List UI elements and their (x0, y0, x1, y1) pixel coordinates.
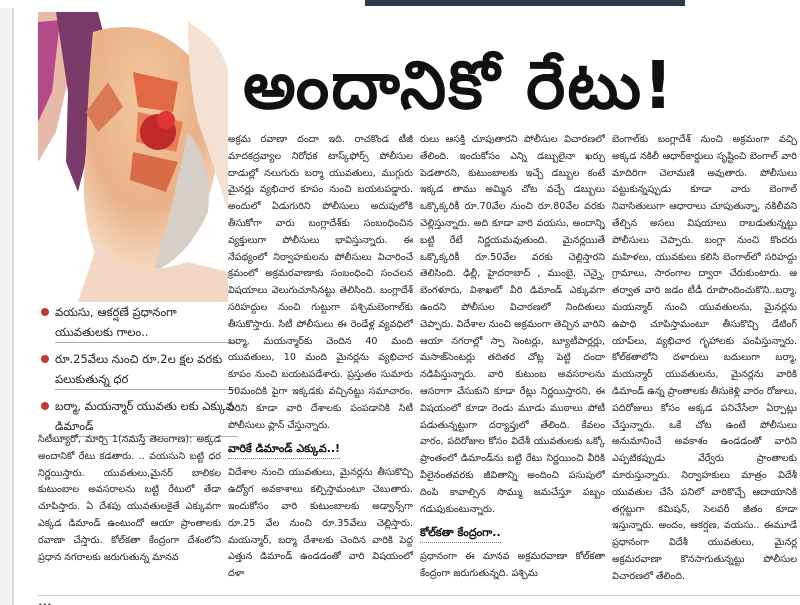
left-margin (0, 8, 14, 605)
body-text: ప్రధానంగా ఈ మానవ అక్రమరవాణా కోల్‌కతా కేంద్రంగా జరుగుతున్నది. పశ్చిమ (420, 551, 605, 580)
highlight-text: బర్మా, మయన్మార్ యువతు లకు ఎక్కువ డిమాండ్ (55, 396, 238, 437)
headline: అందానికో రేటు! (243, 47, 676, 124)
highlight-item (38, 396, 238, 437)
section-subhead: వారికే డిమాండ్ ఎక్కువ..! (228, 440, 340, 459)
body-text: సిటీబ్యూరో, మార్చి 1(నమస్తే తెలంగాణ): అక్కడ అందానికో రేటు కడతారు. .. వయసుని బట్టి ధర నిర్ణయిస్తారు. యువతులు,మైనర్ బాలికల కుటుంబాల అవసరాలను బట్టి రేటులో తేడా చూపిస్తారు. ఏ దేశపు యువతులకైతే ఎక్కువగా ఎక్కడ డిమాండ్ ఉంటుందో ఆయా ప్రాంతాలకు రవాణా చేస్తారు. కోల్‌కతా కేంద్రంగా దేశంలోని ప్రధాన నగరాలకు జరుగుతున్న మానవ (38, 434, 221, 563)
highlight-text: రూ.25వేలు నుంచి రూ.2ల క్షల వరకు పలుకుతున్న ధర (55, 349, 238, 390)
header-bar (365, 0, 685, 6)
top-strip (0, 0, 800, 8)
woman-silhouette-illustration (38, 12, 228, 302)
bullet-dot-icon (41, 308, 49, 316)
bullet-dot-icon (41, 355, 49, 363)
column-4 (612, 132, 797, 592)
body-text: విదేశాల నుంచి యువతులు, మైనర్లను తీసుకొచ్చి ఉద్యోగ అవకాశాలు కల్పిస్తామంటూ చెబుతారు. ఇందుకోసం వారి కుటుంబాలకు అడ్వాన్స్‌గా రూ.25 వేల నుంచి రూ.35వేలు చెల్లిస్తారు. మయన్మార్, బర్మా దేశాలకు చెందిన వారికి పెద్ద ఎత్తున డిమాండ్ ఉండడంతో వారి విషయంలో దళా (228, 467, 413, 580)
body-text: బెంగాల్‌కు బంగ్లాదేశ్ నుంచి అక్రమంగా వచ్చి అక్కడ నకిలీ ఆధార్‌కార్డులు సృష్టించి బెంగాల్ వారి మాదిరిగా చెలామణి అవుతారు. పోలీసులు పట్టుకున్నప్పుడు కూడా వారు బెంగాల్ నివాసితులుగా ఆధారాలు చూపుతున్నా, నకిలీవని తేల్చిన అసలు విషయాలు రాబడుతున్నట్టు పోలీసులు చెప్పారు. బంగ్లా నుంచి కొందరు మహిళలు, యువకులు కలిసి బెంగాల్‌లో సరిహద్దు గ్రామాలు, సారంగాల ద్వారా చేరుకుంటారు. ఆ తర్వాత వారి జడం టీడీ రూపొందించుకొని..బర్మా, మయన్మార్ నుంచి యువతులను, మైనర్లను ఉపాధి చూపిస్తామంటూ తీసుకొచ్చి డేటింగ్ యాప్‌లు, వ్యభిచార గృహాలకు పంపిస్తున్నారు. కోల్‌కతాలోని దళారులు బదులుగా బర్మా, మయన్మార్ యువతులను, మైనర్లను వారికి డిమాండ్ ఉన్న ప్రాంతాలకు తీసుకెళ్లి వారం రోజులు, పదిరోజులు కోసం అక్కడ పనిచేసేలా ఏర్పాట్లు చేస్తున్నారు. ఒకే చోట ఉంటే పోలీసులు అనుమానించే అవకాశం ఉండడంతో వారిని ఎప్పటికప్పుడు వేర్వేరు ప్రాంతాలకు మారుస్తున్నారు. నిర్వాహకులు మాత్రం విదేశీ యువతుల చేసే పనిలో వారికొచ్చే ఆదాయానికి తగ్గట్టుగా కమిషన్, సెలవరీ జీతం కూడా ఇస్తున్నారు. అందం, ఆకర్షణ, వయసు.. ఈమూడే ప్రధానంగా విదేశీ యువతులు, మైనర్ల అక్రమరవాణా కొనసాగుతున్నట్టు పోలీసుల విచారణలో తేలింది. (612, 134, 797, 582)
highlight-item (38, 349, 238, 390)
body-text: అక్రమ రవాణా దందా ఇది. రాచకొండ టీజీ మాదకద్రవ్యాల నిరోధక టాస్క్‌ఫోర్స్ పోలీసుల దాడుల్లో నలుగురు బర్మా యువతులు, ముగ్గురు మైనర్లు వ్యభిచార కూపం నుంచి బయటపడ్డారు. అందులో ఏడుగురిని పోలీసులు అదుపులోకి తీసుకోగా వారు బంగ్లాదేశ్‌కు సంబంధించిన వ్యక్తులుగా పోలీసులు భావిస్తున్నారు. ఈ నేపథ్యంలో నిర్వాహకులను పోలీసులు విచారించే క్రమంలో అక్రమరవాణాకు సంబంధించి సంచలన విషయాలు వెలుగుచూసినట్టు తెలిసింది. బంగ్లాదేశ్ సరిహద్దుల నుంచి గుట్టుగా పశ్చిమబెంగాల్‌కు తీసుకొస్తారు. సిటీ పోలీసులు ఈ రెండేళ్ల వ్యవధిలో బర్మా, మయన్మార్‌కు చెందిన 40 మంది యువతులు, 10 మంది మైనర్లను వ్యభిచార కూపం నుంచి బయటపడేశారు. ప్రస్తుతం సుమారు 50మందికి పైగా ఇక్కడకు వచ్చినట్టు సమాచారం. వీరిని కూడా వారి దేశాలకు పంపడానికి సిటీ పోలీసులు ప్లాన్ చేస్తున్నారు. (228, 134, 413, 431)
illustration (38, 12, 228, 302)
article (38, 12, 800, 605)
highlight-item (38, 302, 238, 343)
next-article-fragment (38, 595, 800, 605)
body-text: రులు ఆసక్తి చూపుతారని పోలీసుల విచారణలో తేలింది. ఇందుకోసం ఎన్ని డబ్బులైనా ఖర్చు పెడతారని, కుటుంబాలకు ఇచ్చే డబ్బుల కంటే ఇక్కడ తాము అమ్మిన చోట వచ్చే డబ్బులు ఒక్కొక్కరికీ రూ.70వేల నుంచి రూ.80వేల వరకు చెల్లిస్తున్నారు. అది కూడా వారి వయసు, అందాన్ని బట్టి రేటే నిర్ణయమవుతుంది. మైనర్లయితే ఒక్కొక్కరికీ రూ.50వేల వరకు చెల్లిస్తారని తెలిసింది. ఢిల్లీ, హైదరాబాద్ , ముంబై, చెన్నై, బెంగళూరు, విశాఖలో వీరి డిమాండ్ ఎక్కువగా ఉందని పోలీసుల విచారణలో నిందితులు చెప్పారు. విదేశాల నుంచి అక్రమంగా తెచ్చిన వారిని ఆయా నగరాల్లో స్పా సెంటర్లు, బ్యూటీపార్లర్లు, మసాజ్‌సెంటర్లు తదితర చోట్ల పెట్టి దందా నడిపిస్తున్నారు. వారి కుటుంబ అవసరాలను ఆసరాగా చేసుకుని కూడా రేట్లు నిర్ణయిస్తారని, ఈ విషయంలో కూడా రెండు మూడు ముఠాలు పోటీ పడుతున్నట్టుగా దర్యాప్తులో తేలింది. కేవలం వారం, పదిరోజుల కోసం విదేశీ యువతులకు ఒక్కో ప్రాంతంలో డిమాండ్‌ను బట్టి రేటు నిర్ణయించి వీరికి వీలైనంతవరకు జీవితాన్ని అందించి పసుపులో దింపి కావాల్సిన సొమ్ము జమచేస్తూ పబ్బం గడుపుకుంటున్నారు. (420, 134, 605, 515)
column-3 (420, 132, 605, 592)
column-1 (38, 432, 221, 592)
highlights (38, 302, 238, 443)
column-2 (228, 132, 413, 592)
cut-off-headline: ... (38, 595, 52, 605)
section-subhead: కోల్‌కతా కేంద్రంగా.. (420, 524, 501, 543)
bullet-dot-icon (41, 402, 49, 410)
highlight-text: వయసు, ఆకర్షణే ప్రధానంగా యువతులకు గాలం.. (55, 302, 238, 343)
